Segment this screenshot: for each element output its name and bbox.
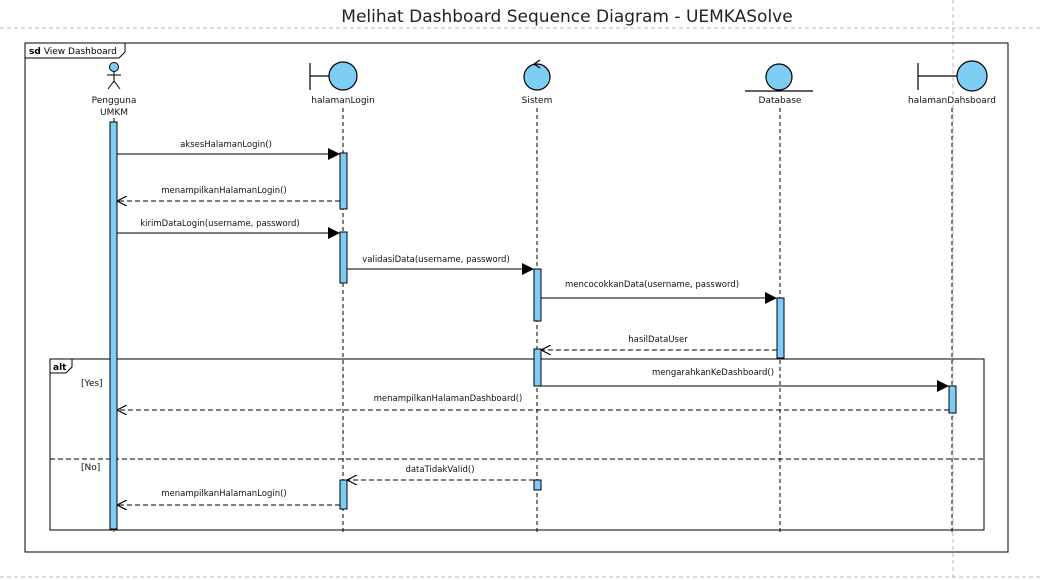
message-label-3: kirimDataLogin(username, password) (140, 219, 300, 229)
diagram-title: Melihat Dashboard Sequence Diagram - UEMKASolve (341, 7, 793, 27)
actor-pengguna (107, 63, 121, 90)
message-label-8: menampilkanHalamanDashboard() (373, 394, 523, 404)
lifeline-label-halamandashboard: halamanDahsboard (907, 96, 997, 106)
sd-frame-name: View Dashboard (43, 47, 117, 57)
alt-guard-no: [No] (81, 463, 101, 473)
boundary-icon (310, 62, 357, 90)
lifeline-label-pengguna-1: Pengguna (91, 96, 137, 106)
alt-fragment (50, 359, 984, 530)
actor-icon (110, 63, 119, 72)
sd-frame (25, 43, 1008, 552)
activation-sistem-1 (534, 269, 541, 321)
control-icon (524, 60, 550, 90)
activation-halamandashboard (949, 386, 956, 413)
activation-halamanlogin-3 (340, 480, 347, 509)
lifeline-label-halamanlogin: halamanLogin (311, 96, 375, 106)
message-label-7: mengarahkanKeDashboard() (651, 368, 775, 378)
message-label-10: menampilkanHalamanLogin() (161, 489, 287, 499)
sd-frame-keyword: sd (29, 47, 41, 57)
activation-sistem-3 (534, 480, 541, 490)
message-label-4: validasiData(username, password) (362, 255, 510, 265)
message-label-9: dataTidakValid() (405, 465, 475, 475)
lifeline-label-pengguna-2: UMKM (99, 108, 129, 118)
activation-halamanlogin-2 (340, 232, 347, 283)
message-label-1: aksesHalamanLogin() (180, 140, 272, 150)
entity-icon (745, 64, 813, 91)
message-label-5: mencocokkanData(username, password) (564, 280, 740, 290)
lifeline-label-database: Database (758, 96, 802, 106)
lifeline-label-sistem: Sistem (521, 96, 553, 106)
activation-halamanlogin-1 (340, 153, 347, 209)
message-label-2: menampilkanHalamanLogin() (161, 186, 287, 196)
activation-pengguna (110, 122, 117, 529)
activation-sistem-2 (534, 349, 541, 386)
message-label-6: hasilDataUser (628, 335, 688, 345)
alt-keyword: alt (53, 363, 67, 373)
activation-database (777, 298, 784, 358)
alt-guard-yes: [Yes] (81, 379, 103, 389)
